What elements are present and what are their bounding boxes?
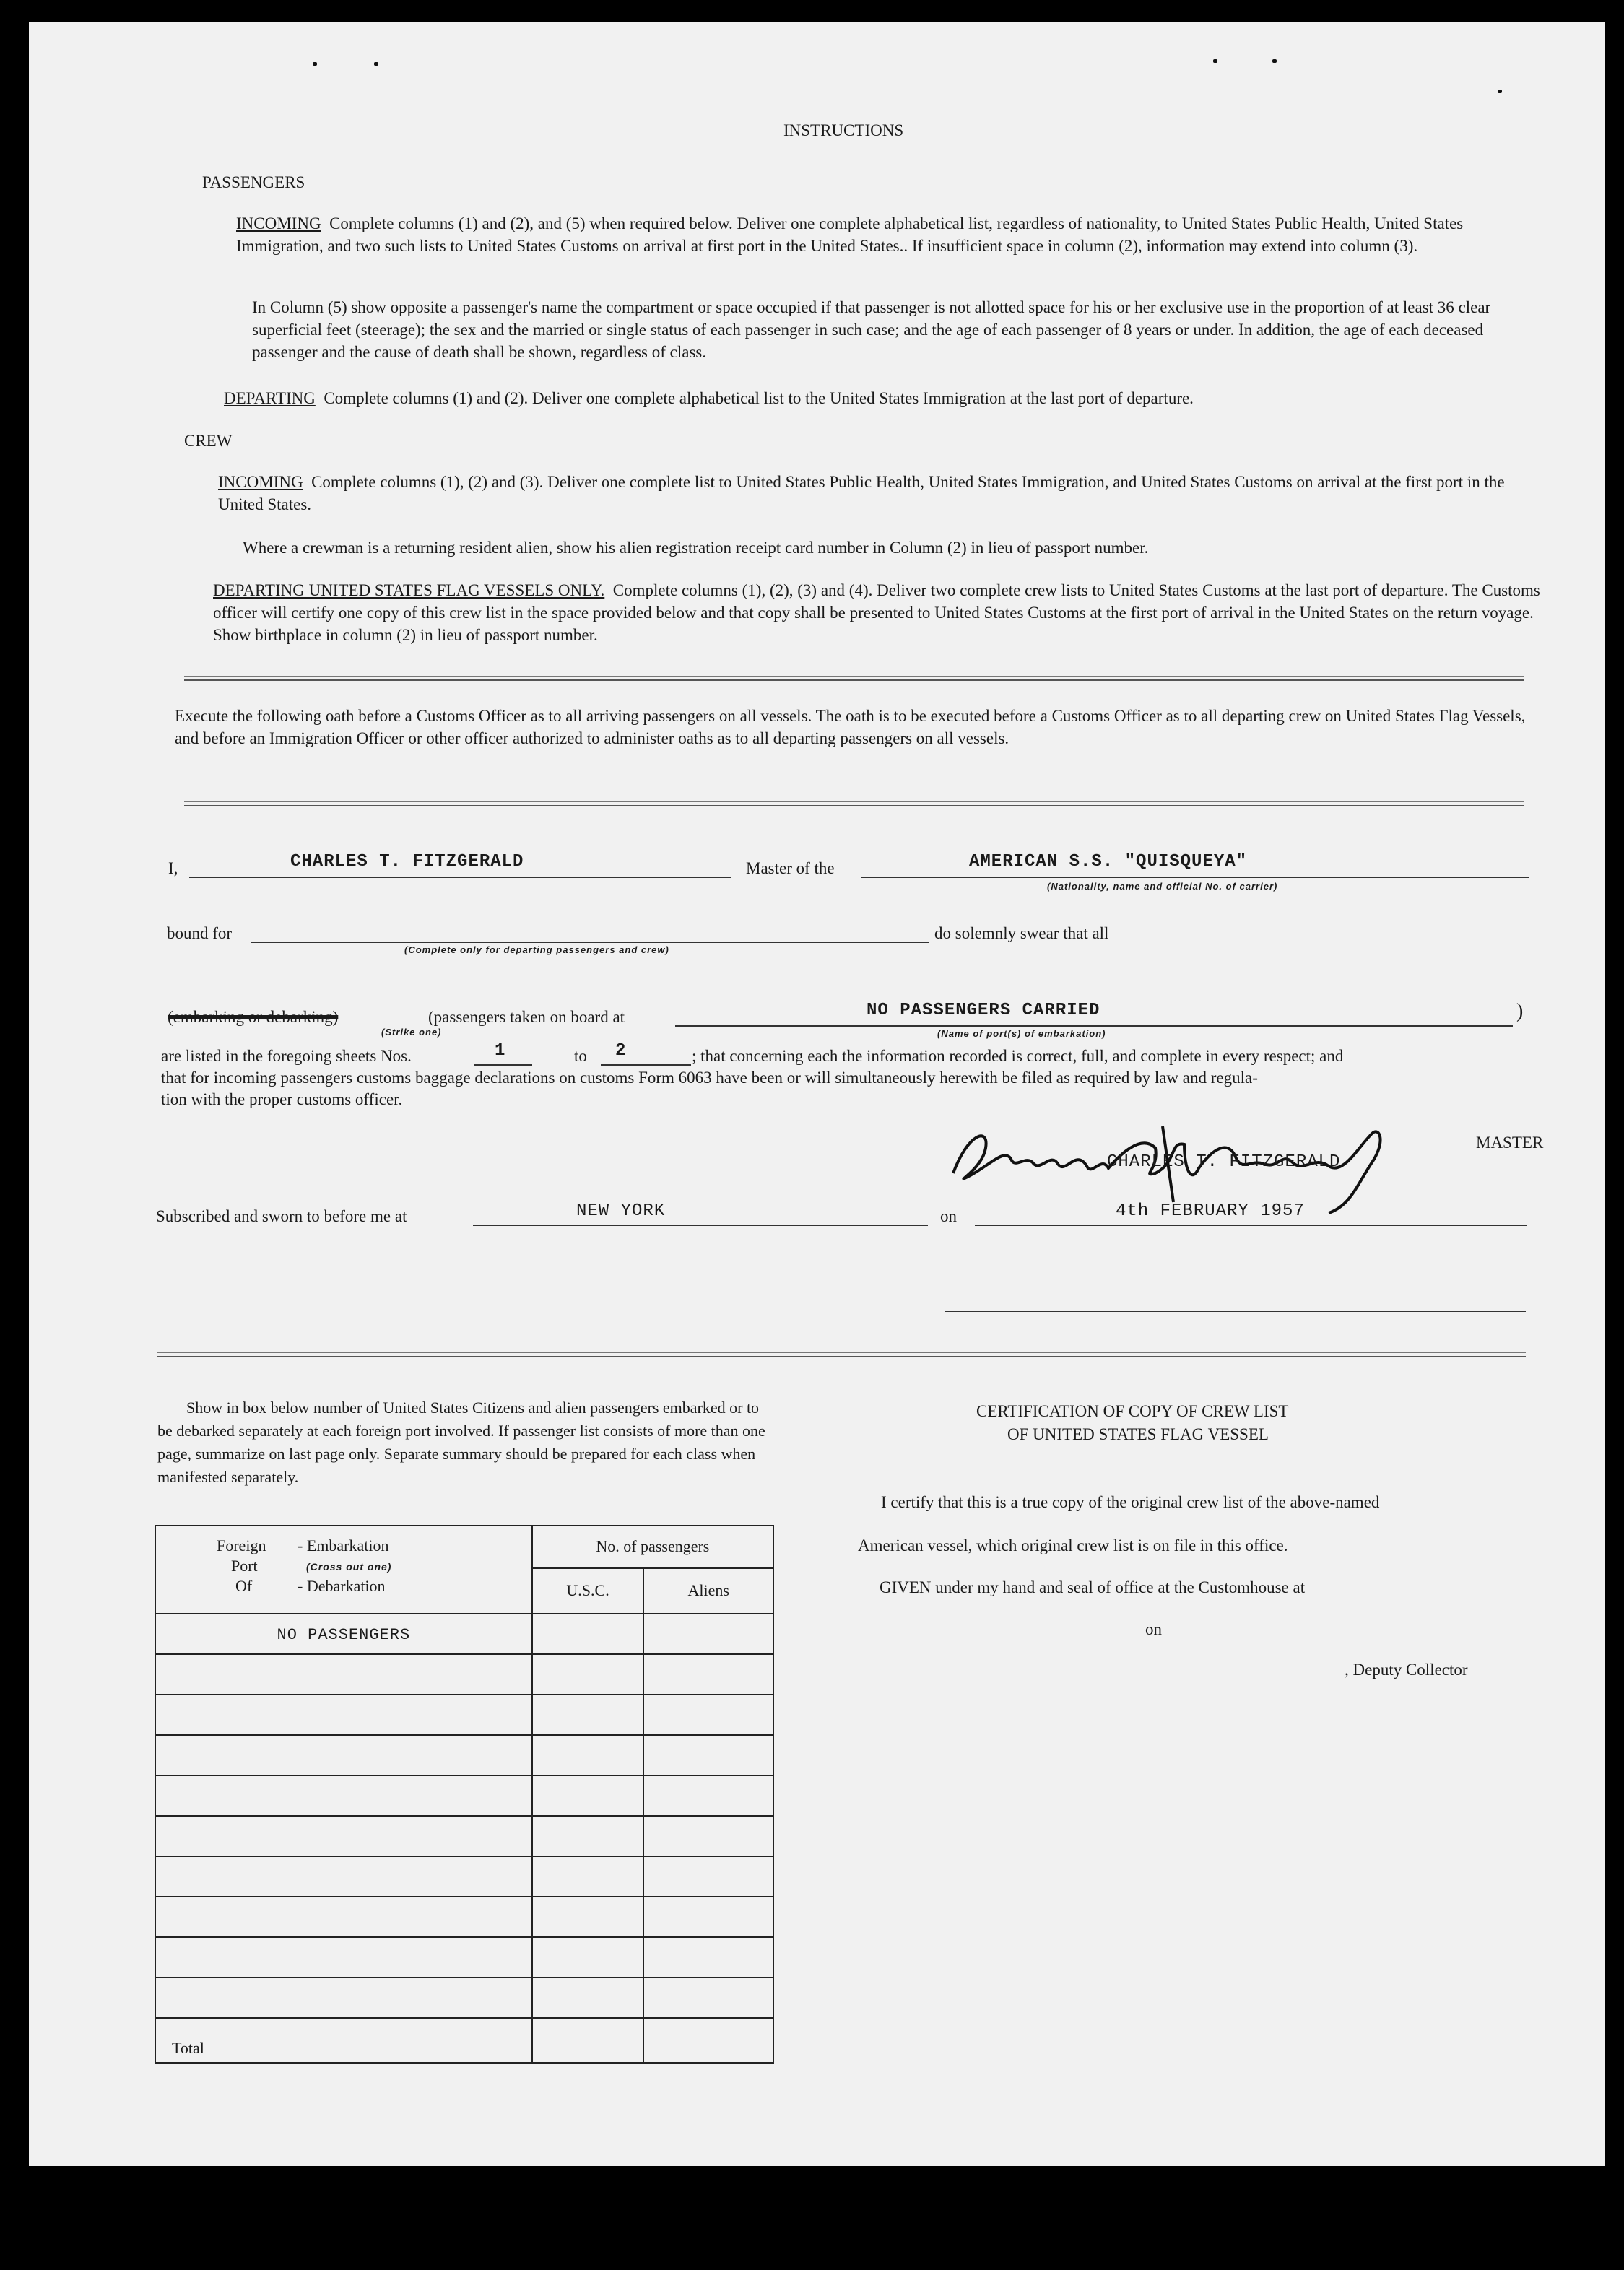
crew-incoming-text: Complete columns (1), (2) and (3). Deliver one complete list to United States Public Health, United States Immigration, and United States Customs on arrival at the first port in the United States. [218, 473, 1505, 513]
table-row [155, 1816, 773, 1856]
oath-i-label: I, [168, 859, 178, 877]
scan-speck [1213, 59, 1217, 63]
table-row [155, 1695, 773, 1735]
certification-title-line1: CERTIFICATION OF COPY OF CREW LIST [976, 1402, 1289, 1420]
sworn-date-value: 4th FEBRUARY 1957 [1116, 1201, 1305, 1221]
bound-for-line [251, 942, 929, 943]
section-divider [184, 801, 1524, 806]
instructions-title: INSTRUCTIONS [783, 121, 904, 139]
table-cell [643, 2018, 773, 2063]
summary-instructions: Show in box below number of United States Citizens and alien passengers embarked or to be debarked separately at each foreign port involved. If passenger list consists of more than one page, summarize on last page only. Separate summary should be prepared for each class when manifested separately. [157, 1399, 765, 1486]
passengers-incoming-paragraph [236, 212, 1550, 257]
master-name-value: CHARLES T. FITZGERALD [290, 852, 524, 871]
strike-caption: (Strike one) [381, 1027, 442, 1038]
table-row [155, 1856, 773, 1897]
listed-line2: that for incoming passengers customs baggage declarations on customs Form 6063 have been or will simultaneously herewith be filed as required by law and regula- [161, 1069, 1258, 1087]
crew-incoming-label: INCOMING [218, 473, 303, 491]
sworn-on-label: on [940, 1207, 957, 1225]
strike-text: (embarking or debarking) [168, 1008, 339, 1026]
sheet-to-value: 2 [615, 1041, 627, 1061]
table-cell [643, 1614, 773, 1654]
passengers-taken-label: (passengers taken on board at [428, 1008, 625, 1026]
port-caption: (Name of port(s) of embarkation) [937, 1028, 1106, 1039]
officer-signature-line [945, 1311, 1526, 1312]
passenger-summary-table [155, 1525, 774, 2064]
first-row-value: NO PASSENGERS [277, 1625, 411, 1644]
table-row [155, 1775, 773, 1816]
document-page [29, 22, 1605, 2166]
crew-departing-text: Complete columns (1), (2), (3) and (4). Deliver two complete crew lists to United States Customs at the last port of departure. The Customs officer will certify one copy of this crew list in the space provided below and that copy shall be presented to United States Customs at the first port of arrival in the United States on the return voyage. Show birthplace in column (2) in lieu of passport number. [213, 581, 1540, 644]
oath-intro: Execute the following oath before a Customs Officer as to all arriving passengers on all vessels. The oath is to be executed before a Customs Officer as to all departing crew on United States Flag Vessels, and before an Immigration Officer or other officer authorized to administer oaths as to all departing passengers on all vessels. [175, 707, 1526, 747]
certification-given: GIVEN under my hand and seal of office at the Customhouse at [880, 1578, 1306, 1596]
sheet-from-value: 1 [495, 1041, 506, 1061]
section-divider [157, 1352, 1526, 1357]
table-cell [532, 1614, 644, 1654]
certification-body1: I certify that this is a true copy of the original crew list of the above-named [881, 1493, 1380, 1511]
table-row-first [155, 1614, 532, 1654]
table-row [155, 1897, 773, 1937]
passengers-departing-label: DEPARTING [224, 389, 316, 407]
table-row [155, 1978, 773, 2018]
sworn-place-value: NEW YORK [576, 1201, 666, 1221]
vessel-line [861, 877, 1529, 878]
signature-typed: CHARLES T. FITZGERALD [1107, 1152, 1341, 1172]
bound-for-label: bound for [167, 924, 233, 942]
passengers-incoming-label: INCOMING [236, 214, 321, 232]
master-label: MASTER [1476, 1134, 1544, 1152]
deputy-collector-label: , Deputy Collector [1345, 1661, 1468, 1679]
port-header-cell [155, 1526, 532, 1614]
close-paren: ) [1516, 1000, 1524, 1022]
passengers-departing-paragraph [224, 387, 1553, 409]
section-divider [184, 676, 1524, 681]
sheet-from-line [474, 1064, 532, 1066]
listed-line3: tion with the proper customs officer. [161, 1090, 403, 1108]
vessel-caption: (Nationality, name and official No. of carrier) [1047, 881, 1278, 892]
sworn-date-line [975, 1225, 1527, 1226]
aliens-header: Aliens [643, 1568, 773, 1614]
column5-paragraph: In Column (5) show opposite a passenger's name the compartment or space occupied if that passenger is not allotted space for his or her exclusive use in the proportion of at least 36 clear superficial feet (steerage); the sex and the married or single status of each passenger in such case; and the age of each passenger of 8 years or under. In addition, the age of each deceased passenger and the cause of death shall be shown, regardless of class. [252, 298, 1491, 361]
certification-body2: American vessel, which original crew list is on file in this office. [858, 1536, 1288, 1554]
table-row [155, 1735, 773, 1775]
col-of: Of [235, 1577, 253, 1595]
scan-speck [374, 62, 378, 66]
vessel-value: AMERICAN S.S. "QUISQUEYA" [969, 852, 1248, 871]
to-label: to [574, 1047, 587, 1065]
listed-label: are listed in the foregoing sheets Nos. [161, 1047, 412, 1065]
bound-caption: (Complete only for departing passengers and crew) [404, 944, 669, 955]
scan-speck [1272, 59, 1277, 63]
no-passengers-header: No. of passengers [532, 1526, 773, 1568]
master-of-label: Master of the [746, 859, 835, 877]
swear-text: do solemnly swear that all [934, 924, 1109, 942]
passengers-heading: PASSENGERS [202, 173, 305, 191]
passengers-incoming-text: Complete columns (1) and (2), and (5) when required below. Deliver one complete alphabetical list, regardless of nationality, to United States Public Health, United States Immigration, and two such lists to United States Customs on arrival at first port in the United States.. If insufficient space in column (2), information may extend into column (3). [236, 214, 1464, 255]
certification-title-line2: OF UNITED STATES FLAG VESSEL [1007, 1425, 1269, 1443]
col-cross-out: (Cross out one) [306, 1561, 392, 1573]
col-foreign: Foreign [217, 1536, 266, 1554]
usc-header: U.S.C. [532, 1568, 644, 1614]
table-row [155, 1937, 773, 1978]
crew-heading: CREW [184, 432, 233, 450]
scan-speck [313, 62, 317, 66]
col-debarkation: - Debarkation [298, 1577, 386, 1595]
crew-departing-paragraph [213, 579, 1542, 646]
master-name-line [189, 877, 731, 878]
port-line [675, 1025, 1513, 1027]
passengers-departing-text: Complete columns (1) and (2). Deliver one complete alphabetical list to the United States Immigration at the last port of departure. [324, 389, 1194, 407]
crew-alien-text: Where a crewman is a returning resident alien, show his alien registration receipt card number in Column (2) in lieu of passport number. [243, 539, 1149, 557]
crew-departing-label: DEPARTING UNITED STATES FLAG VESSELS ONLY. [213, 581, 605, 599]
listed-rest: ; that concerning each the information recorded is correct, full, and complete in every respect; and [692, 1047, 1344, 1065]
sworn-place-line [473, 1225, 928, 1226]
port-value: NO PASSENGERS CARRIED [867, 1001, 1100, 1020]
col-port: Port [231, 1557, 258, 1575]
crew-incoming-paragraph [218, 471, 1511, 516]
total-label: Total [155, 2018, 532, 2063]
certification-on-label: on [1145, 1620, 1162, 1638]
sheet-to-line [601, 1064, 691, 1066]
table-row [155, 1654, 773, 1695]
scan-speck [1498, 90, 1502, 93]
table-cell [532, 2018, 644, 2063]
subscribed-label: Subscribed and sworn to before me at [156, 1207, 407, 1225]
col-embarkation: - Embarkation [298, 1536, 389, 1554]
